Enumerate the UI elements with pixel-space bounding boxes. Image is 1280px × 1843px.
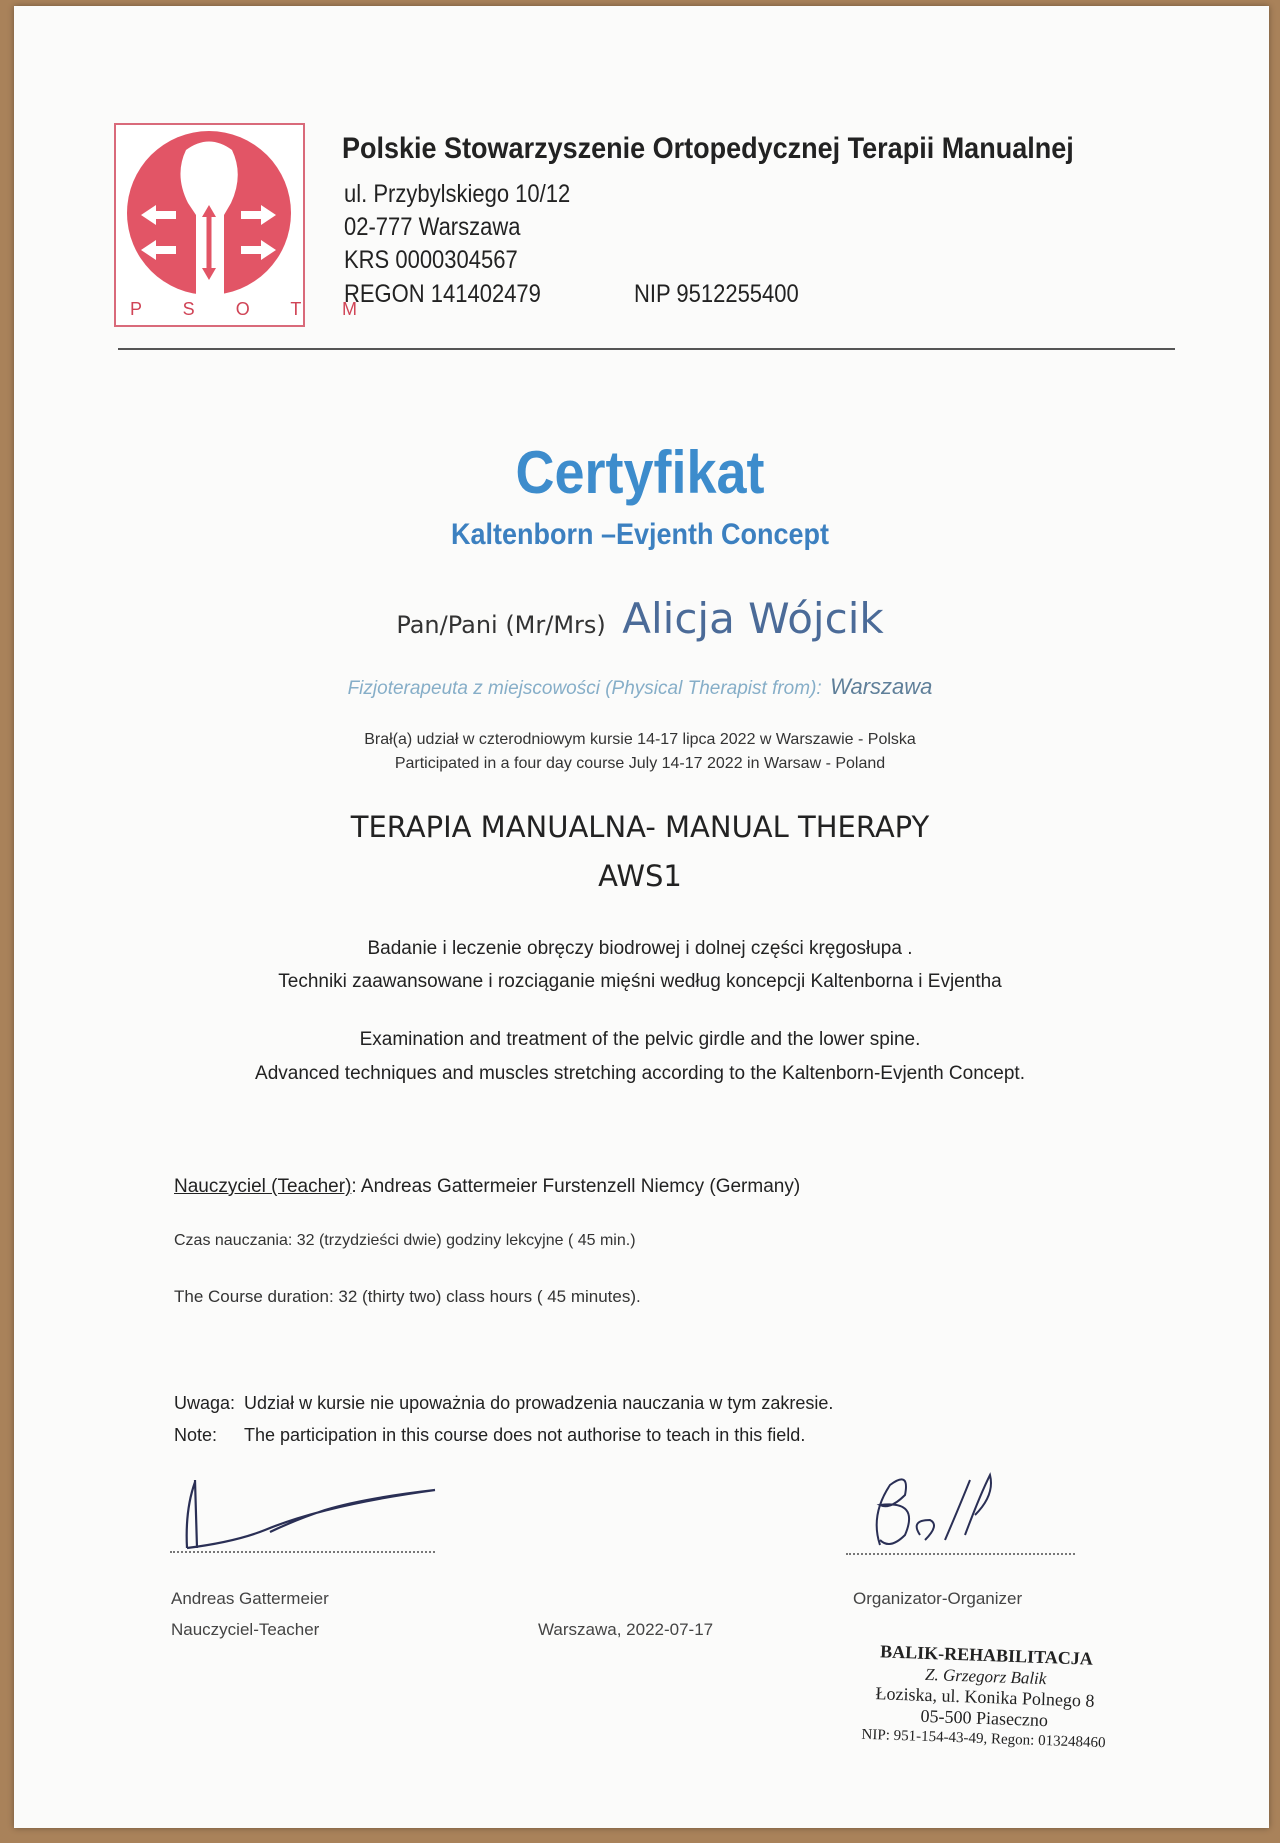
krs-number: KRS 0000304567 <box>344 246 518 274</box>
teacher-line <box>174 1176 800 1198</box>
description-pl-2: Techniki zaawansowane i rozciąganie mięśni według koncepcji Kaltenborna i Evjentha <box>278 971 1002 992</box>
organization-name: Polskie Stowarzyszenie Ortopedycznej Terapii Manualnej <box>342 132 1074 165</box>
note-pl-text: Udział w kursie nie upoważnia do prowadzenia nauczania w tym zakresie. <box>244 1393 834 1413</box>
duration-en: The Course duration: 32 (thirty two) class hours ( 45 minutes). <box>174 1287 641 1306</box>
logo-letters: P S O T M <box>130 299 376 319</box>
salutation: Pan/Pani (Mr/Mrs) <box>396 611 606 639</box>
note-pl <box>174 1393 833 1414</box>
description-pl-1: Badanie i leczenie obręczy biodrowej i dolnej części kręgosłupa . <box>367 938 913 959</box>
note-pl-label: Uwaga: <box>174 1393 236 1413</box>
certificate-subtitle: Kaltenborn –Evjenth Concept <box>450 518 830 551</box>
organizer-signature <box>850 1465 1020 1555</box>
kaltenborn-evjenth-emblem-icon <box>116 125 376 325</box>
stamp-line-3: Łoziska, ul. Konika Polnego 8 <box>875 1683 1095 1711</box>
header-divider <box>118 348 1175 350</box>
stamp-line-5: NIP: 951-154-43-49, Regon: 013248460 <box>861 1726 1106 1752</box>
nip-number: NIP 9512255400 <box>634 280 799 308</box>
regon-number: REGON 141402479 <box>344 280 541 308</box>
participation-pl: Brał(a) udział w czterodniowym kursie 14-17 lipca 2022 w Warszawie - Polska <box>364 731 916 748</box>
course-code: AWS1 <box>598 859 682 893</box>
psotm-logo <box>114 123 376 327</box>
organizer-stamp <box>848 1640 1122 1754</box>
stamp-line-4: 05-500 Piaseczno <box>920 1705 1049 1731</box>
description-en-2: Advanced techniques and muscles stretching according to the Kaltenborn-Evjenth Concept. <box>255 1063 1025 1084</box>
profession-label: Fizjoterapeuta z miejscowości (Physical Therapist from): <box>347 678 822 699</box>
organizer-role: Organizator-Organizer <box>853 1589 1023 1608</box>
teacher-name: Andreas Gattermeier <box>171 1589 329 1608</box>
profession-line <box>0 674 1280 700</box>
certificate-title: Certyfikat <box>515 439 765 506</box>
stamp-line-2: Z. Grzegorz Balik <box>924 1664 1047 1689</box>
course-title: TERAPIA MANUALNA- MANUAL THERAPY <box>350 810 930 844</box>
teacher-label: Nauczyciel (Teacher) <box>174 1176 352 1197</box>
place-date: Warszawa, 2022-07-17 <box>538 1620 714 1639</box>
recipient-line <box>0 594 1280 643</box>
recipient-name: Alicja Wójcik <box>622 594 884 643</box>
stamp-line-1: BALIK-REHABILITACJA <box>879 1641 1094 1669</box>
address-street: ul. Przybylskiego 10/12 <box>344 180 571 208</box>
participation-en: Participated in a four day course July 14-17 2022 in Warsaw - Poland <box>394 755 886 772</box>
recipient-city: Warszawa <box>830 674 933 699</box>
description-en-1: Examination and treatment of the pelvic girdle and the lower spine. <box>359 1029 921 1050</box>
teacher-value: : Andreas Gattermeier Furstenzell Niemcy (Germany) <box>351 1176 801 1197</box>
teacher-signature <box>175 1470 445 1555</box>
teacher-role: Nauczyciel-Teacher <box>171 1620 320 1639</box>
note-en <box>174 1425 805 1446</box>
duration-pl: Czas nauczania: 32 (trzydzieści dwie) godziny lekcyjne ( 45 min.) <box>174 1232 636 1249</box>
note-en-label: Note: <box>174 1425 218 1445</box>
teacher-signature-line <box>170 1551 435 1553</box>
organizer-signature-line <box>846 1553 1075 1555</box>
address-city: 02-777 Warszawa <box>344 213 521 241</box>
note-en-text: The participation in this course does not authorise to teach in this field. <box>244 1425 806 1445</box>
